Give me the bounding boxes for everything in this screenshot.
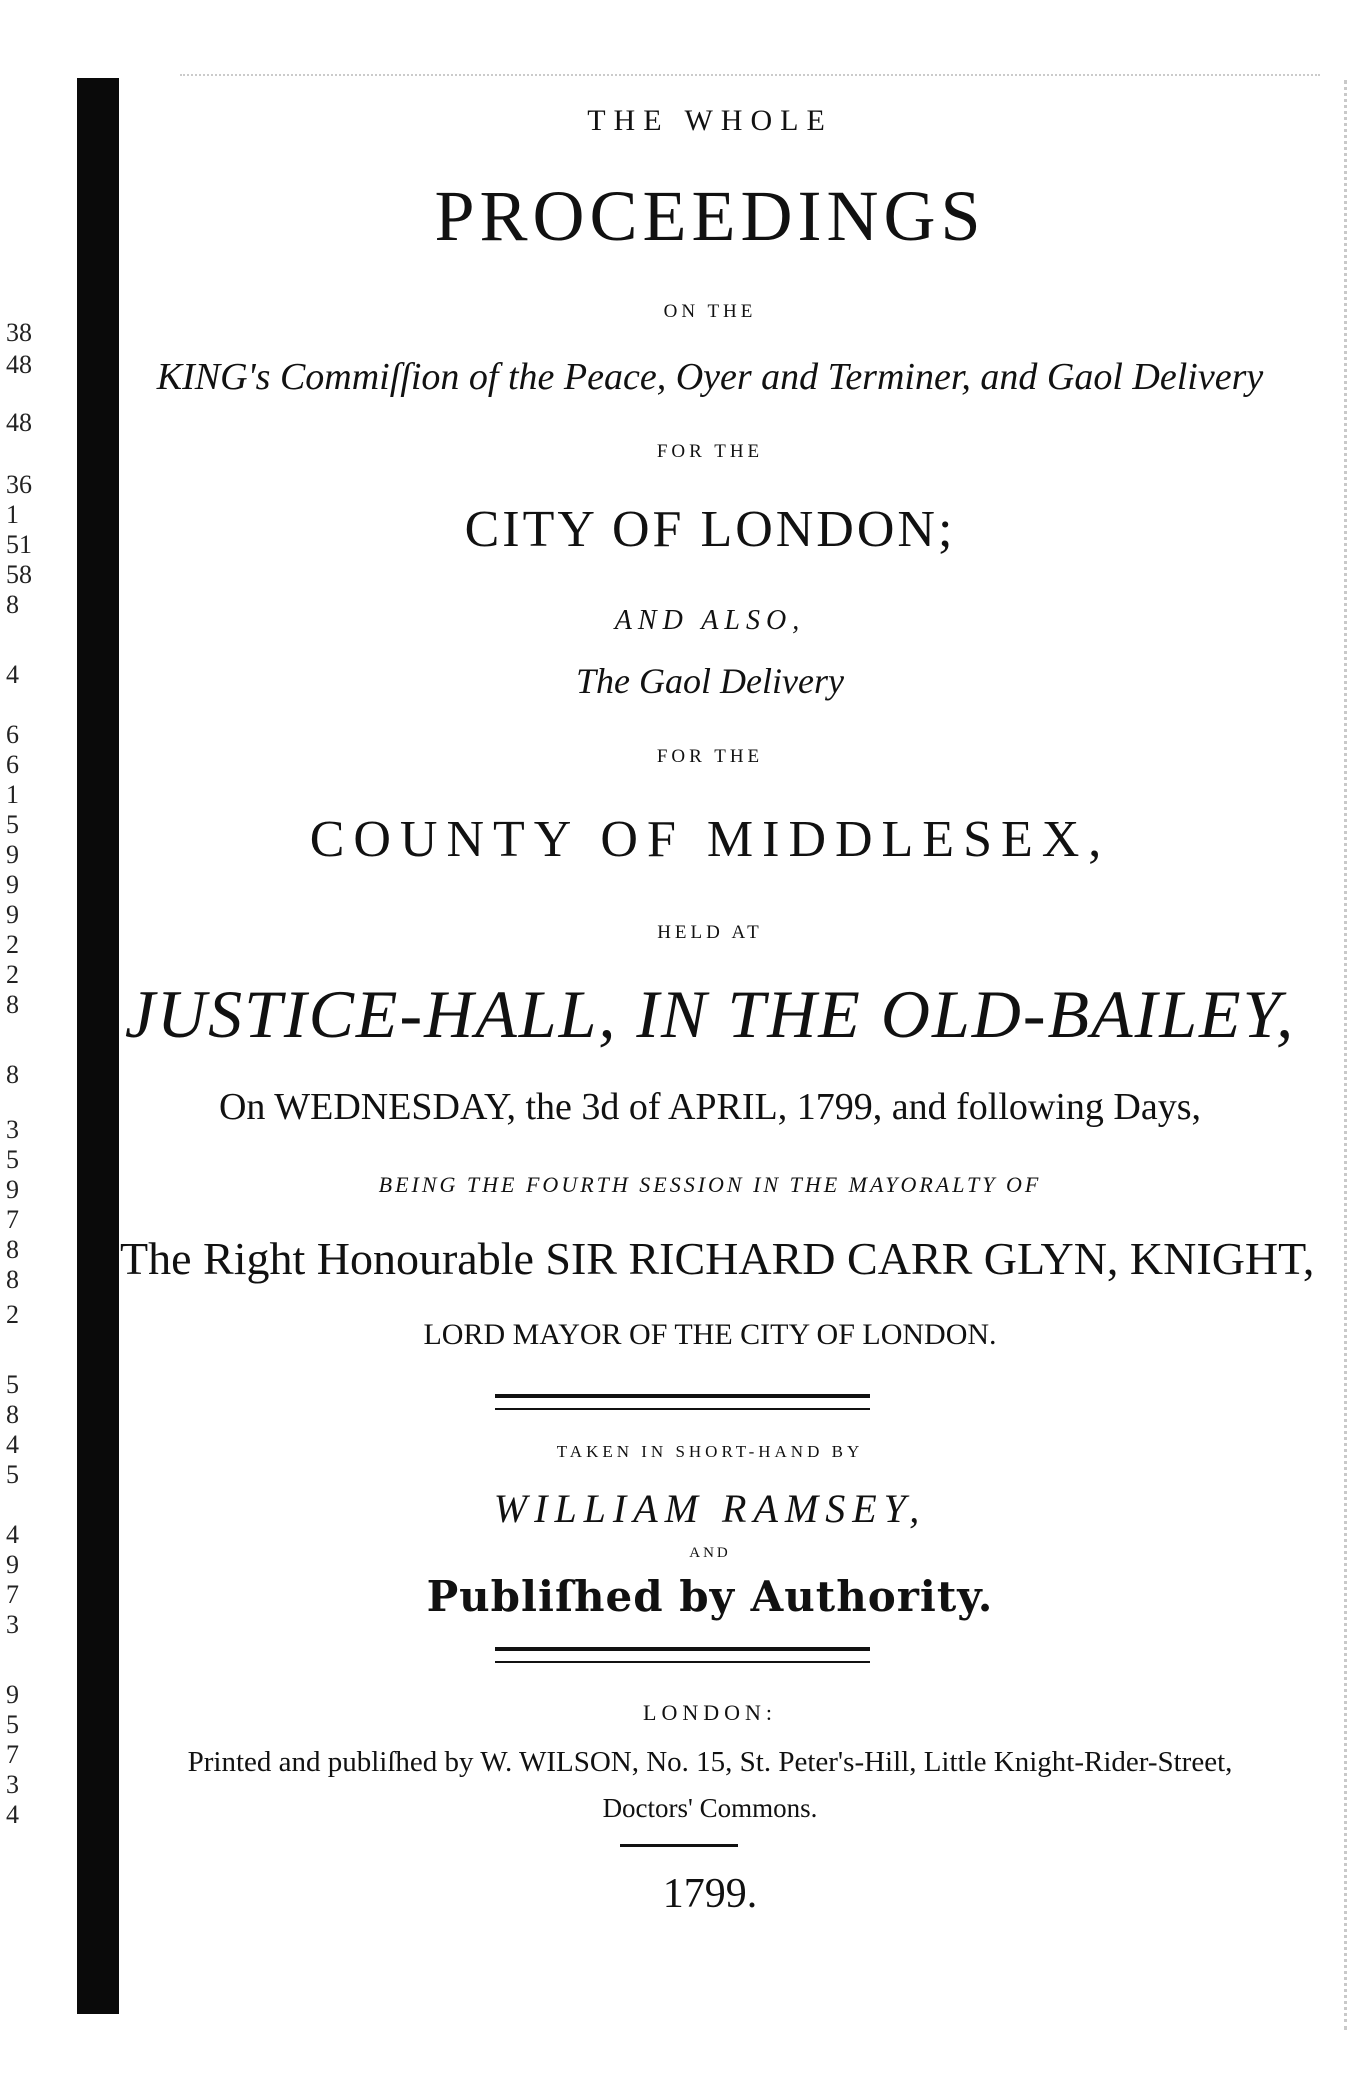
margin-number: 8 (6, 1060, 19, 1089)
double-rule-bottom (495, 1647, 870, 1663)
title-proceedings: PROCEEDINGS (434, 176, 986, 256)
margin-number: 5 (6, 1460, 19, 1489)
margin-number: 38 (6, 318, 32, 347)
margin-number: 8 (6, 1235, 19, 1264)
margin-number: 3 (6, 1610, 19, 1639)
text-gaol-delivery: The Gaol Delivery (576, 661, 844, 701)
text-taken-in-shorthand: TAKEN IN SHORT-HAND BY (556, 1442, 864, 1461)
text-held-at: HELD AT (657, 922, 763, 943)
short-rule (620, 1844, 738, 1847)
margin-number: 1 (6, 780, 19, 809)
margin-number: 6 (6, 720, 19, 749)
imprint-london: LONDON: (643, 1700, 777, 1725)
margin-number: 4 (6, 660, 19, 689)
margin-number: 7 (6, 1740, 19, 1769)
text-william-ramsey: WILLIAM RAMSEY, (493, 1486, 927, 1531)
margin-number: 7 (6, 1580, 19, 1609)
text-justice-hall: JUSTICE-HALL, IN THE OLD-BAILEY, (124, 976, 1296, 1052)
margin-number: 8 (6, 1400, 19, 1429)
margin-number: 1 (6, 500, 19, 529)
margin-number: 4 (6, 1800, 19, 1829)
margin-number: 9 (6, 900, 19, 929)
margin-number: 5 (6, 1145, 19, 1174)
margin-number: 9 (6, 840, 19, 869)
text-county-of-middlesex: COUNTY OF MIDDLESEX, (309, 811, 1111, 868)
margin-number: 5 (6, 810, 19, 839)
margin-number: 2 (6, 930, 19, 959)
margin-number: 4 (6, 1430, 19, 1459)
margin-number: 8 (6, 990, 19, 1019)
margin-number: 58 (6, 560, 32, 589)
text-session-date: On WEDNESDAY, the 3d of APRIL, 1799, and following Days, (218, 1086, 1201, 1128)
scan-dust (180, 74, 1320, 80)
binding-shadow-bar (77, 78, 119, 2014)
text-lord-mayor-name: The Right Honourable SIR RICHARD CARR GLYN, KNIGHT, (120, 1233, 1315, 1284)
imprint-printer: Printed and publiſhed by W. WILSON, No. 15, St. Peter's-Hill, Little Knight-Rider-Street, (187, 1746, 1233, 1778)
text-lord-mayor-title: LORD MAYOR OF THE CITY OF LONDON. (423, 1318, 997, 1351)
margin-number: 7 (6, 1205, 19, 1234)
text-for-the-1: FOR THE (656, 441, 764, 462)
double-rule-top (495, 1394, 870, 1410)
text-on-the: ON THE (663, 301, 757, 322)
margin-number-column (0, 0, 70, 2083)
margin-number: 2 (6, 960, 19, 989)
margin-number: 51 (6, 530, 32, 559)
text-city-of-london: CITY OF LONDON; (464, 501, 956, 558)
text-published-by-authority: Publiſhed by Authority. (426, 1572, 994, 1621)
margin-number: 5 (6, 1370, 19, 1399)
margin-number: 9 (6, 870, 19, 899)
imprint-doctors-commons: Doctors' Commons. (602, 1793, 818, 1823)
margin-number: 8 (6, 590, 19, 619)
title-the-whole: THE WHOLE (587, 104, 833, 137)
margin-number: 8 (6, 1265, 19, 1294)
text-fourth-session: BEING THE FOURTH SESSION IN THE MAYORALTY OF (378, 1172, 1042, 1197)
margin-number: 48 (6, 350, 32, 379)
margin-number: 48 (6, 408, 32, 437)
margin-number: 3 (6, 1770, 19, 1799)
margin-number: 4 (6, 1520, 19, 1549)
text-and: AND (689, 1545, 731, 1561)
text-kings-commission: KING's Commiſſion of the Peace, Oyer and Terminer, and Gaol Delivery (156, 356, 1264, 398)
text-and-also: AND ALSO, (614, 605, 806, 636)
margin-number: 9 (6, 1175, 19, 1204)
margin-number: 6 (6, 750, 19, 779)
margin-number: 5 (6, 1710, 19, 1739)
margin-number: 9 (6, 1550, 19, 1579)
margin-number: 2 (6, 1300, 19, 1329)
margin-number: 3 (6, 1115, 19, 1144)
imprint-year: 1799. (662, 1871, 758, 1917)
margin-number: 36 (6, 470, 32, 499)
text-for-the-2: FOR THE (656, 746, 764, 767)
margin-number: 9 (6, 1680, 19, 1709)
